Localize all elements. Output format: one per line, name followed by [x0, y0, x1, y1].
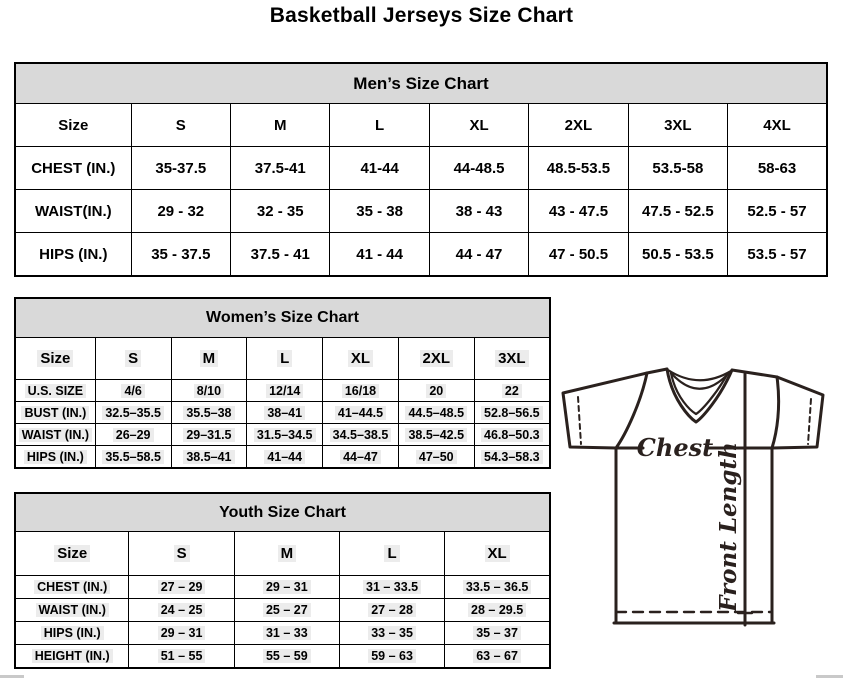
table-row — [15, 622, 550, 645]
table-cell: 47 - 50.5 — [529, 233, 628, 277]
table-row — [15, 576, 550, 599]
header-cell: Size — [15, 104, 131, 147]
table-cell: 16/18 — [323, 380, 399, 402]
table-row — [15, 190, 827, 233]
row-label-cell: CHEST (IN.) — [15, 147, 131, 190]
table-cell: 27 – 28 — [339, 599, 444, 622]
header-cell: 3XL — [628, 104, 727, 147]
header-cell: M — [234, 532, 339, 576]
table-row — [15, 402, 550, 424]
table-cell: 35.5–58.5 — [95, 446, 171, 469]
table-cell: 20 — [398, 380, 474, 402]
table-row — [15, 147, 827, 190]
chest-label: Chest — [636, 433, 714, 462]
header-cell: S — [95, 338, 171, 380]
table-cell: 32.5–35.5 — [95, 402, 171, 424]
header-cell: Size — [15, 532, 129, 576]
table-cell: 35 – 37 — [445, 622, 550, 645]
table-cell: 41–44 — [247, 446, 323, 469]
row-label-cell: BUST (IN.) — [15, 402, 95, 424]
table-cell: 51 – 55 — [129, 645, 234, 669]
table-cell: 35 - 37.5 — [131, 233, 230, 277]
table-cell: 53.5-58 — [628, 147, 727, 190]
table-cell: 34.5–38.5 — [323, 424, 399, 446]
table-cell: 37.5 - 41 — [231, 233, 330, 277]
row-label-cell: WAIST (IN.) — [15, 599, 129, 622]
table-row — [15, 645, 550, 669]
table-cell: 26–29 — [95, 424, 171, 446]
table-cell: 47–50 — [398, 446, 474, 469]
page-title: Basketball Jerseys Size Chart — [269, 4, 574, 27]
front-length-label: Front Length — [715, 442, 742, 612]
table-cell: 38.5–41 — [171, 446, 247, 469]
table-cell: 33 – 35 — [339, 622, 444, 645]
table-row — [15, 599, 550, 622]
table-cell: 52.8–56.5 — [474, 402, 550, 424]
table-row — [15, 380, 550, 402]
table-cell: 33.5 – 36.5 — [445, 576, 550, 599]
table-row — [15, 233, 827, 277]
table-cell: 35 - 38 — [330, 190, 429, 233]
table-title: Women’s Size Chart — [15, 298, 550, 338]
header-cell: S — [131, 104, 230, 147]
header-cell: L — [330, 104, 429, 147]
table-cell: 38.5–42.5 — [398, 424, 474, 446]
table-title: Youth Size Chart — [15, 493, 550, 532]
row-label-cell: CHEST (IN.) — [15, 576, 129, 599]
table-cell: 12/14 — [247, 380, 323, 402]
table-cell: 38–41 — [247, 402, 323, 424]
table-cell: 28 – 29.5 — [445, 599, 550, 622]
jersey-outline-icon — [563, 369, 823, 625]
header-cell: XL — [429, 104, 528, 147]
table-cell: 24 – 25 — [129, 599, 234, 622]
table-cell: 22 — [474, 380, 550, 402]
table-cell: 41–44.5 — [323, 402, 399, 424]
table-cell: 38 - 43 — [429, 190, 528, 233]
header-cell: M — [171, 338, 247, 380]
table-cell: 27 – 29 — [129, 576, 234, 599]
header-cell: XL — [445, 532, 550, 576]
header-cell: XL — [323, 338, 399, 380]
table-cell: 31 – 33 — [234, 622, 339, 645]
header-cell: 4XL — [728, 104, 827, 147]
header-cell: 2XL — [529, 104, 628, 147]
header-cell: 3XL — [474, 338, 550, 380]
row-label-cell: HIPS (IN.) — [15, 446, 95, 469]
table-cell: 52.5 - 57 — [728, 190, 827, 233]
row-label-cell: HEIGHT (IN.) — [15, 645, 129, 669]
header-cell: L — [339, 532, 444, 576]
row-label-cell: U.S. SIZE — [15, 380, 95, 402]
table-row — [15, 446, 550, 469]
table-cell: 35.5–38 — [171, 402, 247, 424]
table-cell: 35-37.5 — [131, 147, 230, 190]
row-label-cell: WAIST(IN.) — [15, 190, 131, 233]
table-cell: 43 - 47.5 — [529, 190, 628, 233]
table-cell: 44-48.5 — [429, 147, 528, 190]
table-cell: 53.5 - 57 — [728, 233, 827, 277]
table-cell: 44.5–48.5 — [398, 402, 474, 424]
table-cell: 44 - 47 — [429, 233, 528, 277]
table-cell: 29–31.5 — [171, 424, 247, 446]
womens-size-chart-table — [14, 297, 551, 469]
table-cell: 47.5 - 52.5 — [628, 190, 727, 233]
table-cell: 31 – 33.5 — [339, 576, 444, 599]
table-cell: 55 – 59 — [234, 645, 339, 669]
table-cell: 25 – 27 — [234, 599, 339, 622]
table-cell: 44–47 — [323, 446, 399, 469]
header-cell: M — [231, 104, 330, 147]
table-cell: 32 - 35 — [231, 190, 330, 233]
scrollbar-fragment-left[interactable] — [0, 675, 24, 678]
youth-size-chart-table — [14, 492, 551, 669]
table-cell: 8/10 — [171, 380, 247, 402]
table-cell: 29 – 31 — [129, 622, 234, 645]
table-row — [15, 424, 550, 446]
mens-size-chart-table — [14, 62, 828, 277]
table-cell: 48.5-53.5 — [529, 147, 628, 190]
table-cell: 58-63 — [728, 147, 827, 190]
jersey-measurement-diagram — [550, 362, 843, 634]
header-cell: S — [129, 532, 234, 576]
table-cell: 29 - 32 — [131, 190, 230, 233]
table-cell: 46.8–50.3 — [474, 424, 550, 446]
row-label-cell: HIPS (IN.) — [15, 233, 131, 277]
header-cell: 2XL — [398, 338, 474, 380]
header-cell: L — [247, 338, 323, 380]
table-cell: 41-44 — [330, 147, 429, 190]
header-cell: Size — [15, 338, 95, 380]
table-cell: 50.5 - 53.5 — [628, 233, 727, 277]
table-cell: 29 – 31 — [234, 576, 339, 599]
table-cell: 37.5-41 — [231, 147, 330, 190]
table-cell: 41 - 44 — [330, 233, 429, 277]
table-cell: 4/6 — [95, 380, 171, 402]
table-cell: 54.3–58.3 — [474, 446, 550, 469]
scrollbar-fragment-right[interactable] — [816, 675, 843, 678]
table-cell: 31.5–34.5 — [247, 424, 323, 446]
table-cell: 63 – 67 — [445, 645, 550, 669]
table-cell: 59 – 63 — [339, 645, 444, 669]
row-label-cell: WAIST (IN.) — [15, 424, 95, 446]
table-title: Men’s Size Chart — [15, 63, 827, 104]
row-label-cell: HIPS (IN.) — [15, 622, 129, 645]
